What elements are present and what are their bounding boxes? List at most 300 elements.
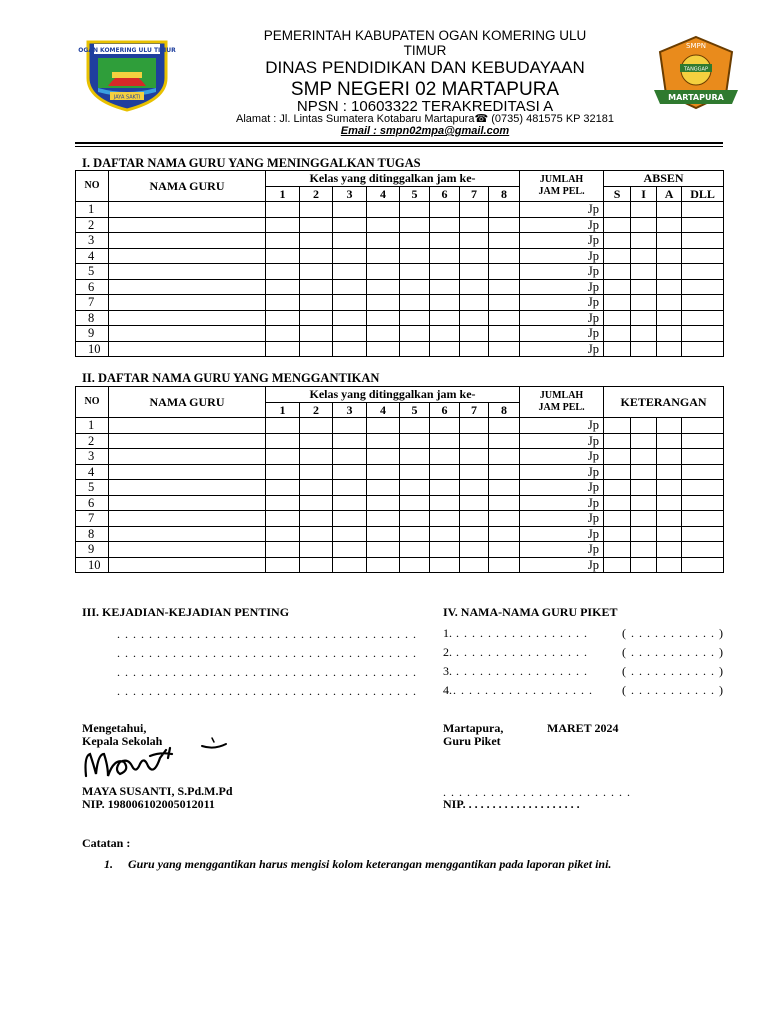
- jam-cell[interactable]: [266, 326, 300, 342]
- jam-cell[interactable]: [266, 464, 300, 480]
- absen-cell[interactable]: [604, 326, 631, 342]
- absen-cell[interactable]: [604, 310, 631, 326]
- jam-cell[interactable]: [400, 495, 430, 511]
- absen-header: I: [631, 186, 657, 202]
- jam-cell[interactable]: [300, 233, 333, 249]
- keterangan-cell[interactable]: [657, 511, 682, 527]
- jam-cell[interactable]: [333, 495, 367, 511]
- teacher-name-cell[interactable]: [109, 433, 266, 449]
- jam-cell[interactable]: [460, 542, 489, 558]
- jam-cell[interactable]: [430, 449, 460, 465]
- teacher-name-cell[interactable]: [109, 341, 266, 357]
- keterangan-cell[interactable]: [631, 495, 657, 511]
- keterangan-cell[interactable]: [604, 495, 631, 511]
- absen-cell[interactable]: [631, 233, 657, 249]
- teacher-name-cell[interactable]: [109, 542, 266, 558]
- jam-cell[interactable]: [300, 279, 333, 295]
- jam-cell[interactable]: [430, 233, 460, 249]
- absen-cell[interactable]: [657, 248, 682, 264]
- jam-header: 8: [489, 186, 520, 202]
- section3-line: . . . . . . . . . . . . . . . . . . . . . . . . . . . . . . . . . . . . . .: [117, 646, 417, 660]
- jam-cell[interactable]: [430, 418, 460, 434]
- keterangan-cell[interactable]: [657, 449, 682, 465]
- jam-cell[interactable]: [367, 526, 400, 542]
- jam-cell[interactable]: [400, 418, 430, 434]
- jam-cell[interactable]: [333, 433, 367, 449]
- jam-cell[interactable]: [300, 542, 333, 558]
- jam-cell[interactable]: [266, 248, 300, 264]
- keterangan-cell[interactable]: [682, 449, 724, 465]
- jam-cell[interactable]: [400, 279, 430, 295]
- jam-cell[interactable]: [460, 202, 489, 218]
- jam-cell[interactable]: [430, 341, 460, 357]
- jam-cell[interactable]: [367, 557, 400, 573]
- absen-cell[interactable]: [631, 264, 657, 280]
- jam-cell[interactable]: [333, 202, 367, 218]
- keterangan-cell[interactable]: [682, 526, 724, 542]
- jam-cell[interactable]: [430, 511, 460, 527]
- jam-cell[interactable]: [400, 542, 430, 558]
- jam-cell[interactable]: [367, 449, 400, 465]
- teacher-name-cell[interactable]: [109, 202, 266, 218]
- jumlah-cell[interactable]: Jp: [520, 295, 604, 311]
- jam-cell[interactable]: [300, 495, 333, 511]
- keterangan-cell[interactable]: [631, 433, 657, 449]
- header-school-name: SMP NEGERI 02 MARTAPURA: [290, 79, 560, 100]
- absen-cell[interactable]: [682, 248, 724, 264]
- absen-cell[interactable]: [682, 217, 724, 233]
- jam-cell[interactable]: [266, 295, 300, 311]
- keterangan-cell[interactable]: [631, 511, 657, 527]
- jam-cell[interactable]: [430, 542, 460, 558]
- jam-cell[interactable]: [489, 264, 520, 280]
- jam-cell[interactable]: [460, 279, 489, 295]
- absen-cell[interactable]: [631, 279, 657, 295]
- keterangan-cell[interactable]: [682, 480, 724, 496]
- jam-cell[interactable]: [489, 418, 520, 434]
- jumlah-cell[interactable]: Jp: [520, 495, 604, 511]
- school-logo: [652, 34, 740, 112]
- jumlah-cell[interactable]: Jp: [520, 326, 604, 342]
- jam-cell[interactable]: [400, 326, 430, 342]
- absen-cell[interactable]: [604, 233, 631, 249]
- sign-date: MARET 2024: [547, 721, 619, 735]
- keterangan-cell[interactable]: [657, 557, 682, 573]
- absen-cell[interactable]: [682, 279, 724, 295]
- absen-cell[interactable]: [604, 264, 631, 280]
- jam-cell[interactable]: [460, 526, 489, 542]
- jam-cell[interactable]: [367, 511, 400, 527]
- absen-cell[interactable]: [631, 326, 657, 342]
- jam-cell[interactable]: [266, 233, 300, 249]
- keterangan-cell[interactable]: [604, 449, 631, 465]
- jam-cell[interactable]: [489, 449, 520, 465]
- jam-cell[interactable]: [430, 495, 460, 511]
- jam-cell[interactable]: [333, 480, 367, 496]
- jam-cell[interactable]: [489, 542, 520, 558]
- piket-sign-line: ( . . . . . . . . . . . ): [622, 626, 724, 640]
- absen-cell[interactable]: [682, 202, 724, 218]
- keterangan-cell[interactable]: [682, 495, 724, 511]
- jam-cell[interactable]: [400, 310, 430, 326]
- jam-cell[interactable]: [367, 248, 400, 264]
- absen-cell[interactable]: [631, 217, 657, 233]
- jam-cell[interactable]: [333, 557, 367, 573]
- keterangan-cell[interactable]: [631, 464, 657, 480]
- jam-cell[interactable]: [430, 279, 460, 295]
- absen-cell[interactable]: [604, 217, 631, 233]
- absen-cell[interactable]: [657, 264, 682, 280]
- keterangan-cell[interactable]: [631, 542, 657, 558]
- jam-cell[interactable]: [460, 480, 489, 496]
- jam-cell[interactable]: [430, 310, 460, 326]
- jam-cell[interactable]: [333, 279, 367, 295]
- absen-cell[interactable]: [604, 295, 631, 311]
- jam-cell[interactable]: [266, 418, 300, 434]
- teacher-name-cell[interactable]: [109, 418, 266, 434]
- jam-cell[interactable]: [489, 310, 520, 326]
- jam-cell[interactable]: [367, 310, 400, 326]
- jumlah-cell[interactable]: Jp: [520, 264, 604, 280]
- absen-cell[interactable]: [657, 233, 682, 249]
- teacher-name-cell[interactable]: [109, 511, 266, 527]
- jam-cell[interactable]: [430, 464, 460, 480]
- teacher-name-cell[interactable]: [109, 295, 266, 311]
- jam-cell[interactable]: [300, 310, 333, 326]
- jam-cell[interactable]: [367, 464, 400, 480]
- jam-cell[interactable]: [266, 511, 300, 527]
- jam-cell[interactable]: [266, 310, 300, 326]
- absen-cell[interactable]: [657, 341, 682, 357]
- jam-cell[interactable]: [400, 480, 430, 496]
- jam-cell[interactable]: [430, 264, 460, 280]
- jam-cell[interactable]: [460, 295, 489, 311]
- keterangan-cell[interactable]: [604, 464, 631, 480]
- row-number: 7: [76, 511, 109, 527]
- absen-cell[interactable]: [682, 326, 724, 342]
- jam-cell[interactable]: [367, 202, 400, 218]
- jam-cell[interactable]: [400, 233, 430, 249]
- jumlah-cell[interactable]: Jp: [520, 341, 604, 357]
- sign-place: Martapura,: [443, 721, 504, 735]
- keterangan-cell[interactable]: [631, 557, 657, 573]
- jam-cell[interactable]: [460, 418, 489, 434]
- jam-cell[interactable]: [489, 217, 520, 233]
- jam-cell[interactable]: [367, 326, 400, 342]
- absen-cell[interactable]: [604, 279, 631, 295]
- keterangan-cell[interactable]: [657, 480, 682, 496]
- jam-cell[interactable]: [333, 217, 367, 233]
- jam-cell[interactable]: [300, 217, 333, 233]
- keterangan-cell[interactable]: [657, 418, 682, 434]
- jam-cell[interactable]: [367, 279, 400, 295]
- jumlah-cell[interactable]: Jp: [520, 248, 604, 264]
- keterangan-cell[interactable]: [682, 464, 724, 480]
- jam-cell[interactable]: [266, 557, 300, 573]
- jumlah-cell[interactable]: Jp: [520, 557, 604, 573]
- jam-cell[interactable]: [400, 511, 430, 527]
- absen-cell[interactable]: [657, 310, 682, 326]
- jam-cell[interactable]: [367, 233, 400, 249]
- header-email[interactable]: Email : smpn02mpa@gmail.com: [340, 125, 510, 137]
- absen-cell[interactable]: [682, 341, 724, 357]
- jam-cell[interactable]: [333, 511, 367, 527]
- absen-cell[interactable]: [657, 279, 682, 295]
- absen-header: S: [604, 186, 631, 202]
- keterangan-cell[interactable]: [604, 418, 631, 434]
- jam-cell[interactable]: [489, 279, 520, 295]
- principal-signature: [80, 736, 230, 784]
- keterangan-cell[interactable]: [604, 526, 631, 542]
- jam-cell[interactable]: [430, 326, 460, 342]
- jam-cell[interactable]: [333, 449, 367, 465]
- jumlah-cell[interactable]: Jp: [520, 464, 604, 480]
- teacher-name-cell[interactable]: [109, 526, 266, 542]
- jam-cell[interactable]: [430, 433, 460, 449]
- absen-cell[interactable]: [682, 233, 724, 249]
- jam-cell[interactable]: [266, 341, 300, 357]
- keterangan-cell[interactable]: [604, 480, 631, 496]
- jam-cell[interactable]: [460, 511, 489, 527]
- absen-cell[interactable]: [657, 217, 682, 233]
- jam-cell[interactable]: [400, 341, 430, 357]
- jam-cell[interactable]: [489, 233, 520, 249]
- jam-cell[interactable]: [367, 542, 400, 558]
- teacher-name-cell[interactable]: [109, 449, 266, 465]
- jam-cell[interactable]: [460, 233, 489, 249]
- teacher-name-cell[interactable]: [109, 326, 266, 342]
- jam-cell[interactable]: [460, 495, 489, 511]
- jam-cell[interactable]: [266, 202, 300, 218]
- absen-cell[interactable]: [604, 248, 631, 264]
- absen-cell[interactable]: [604, 202, 631, 218]
- jam-cell[interactable]: [300, 464, 333, 480]
- keterangan-cell[interactable]: [604, 511, 631, 527]
- jam-cell[interactable]: [333, 542, 367, 558]
- sign-left-l1: Mengetahui,: [82, 721, 147, 735]
- keterangan-cell[interactable]: [682, 511, 724, 527]
- jam-cell[interactable]: [333, 310, 367, 326]
- jumlah-cell[interactable]: Jp: [520, 433, 604, 449]
- jumlah-cell[interactable]: Jp: [520, 217, 604, 233]
- keterangan-cell[interactable]: [657, 495, 682, 511]
- jam-cell[interactable]: [300, 511, 333, 527]
- jam-cell[interactable]: [400, 464, 430, 480]
- jam-cell[interactable]: [333, 526, 367, 542]
- absen-cell[interactable]: [631, 202, 657, 218]
- teacher-name-cell[interactable]: [109, 557, 266, 573]
- absen-cell[interactable]: [682, 310, 724, 326]
- absen-cell[interactable]: [631, 248, 657, 264]
- jam-cell[interactable]: [300, 480, 333, 496]
- jam-cell[interactable]: [400, 202, 430, 218]
- jam-cell[interactable]: [460, 310, 489, 326]
- jam-cell[interactable]: [400, 433, 430, 449]
- jam-cell[interactable]: [333, 464, 367, 480]
- absen-cell[interactable]: [631, 341, 657, 357]
- jam-cell[interactable]: [266, 495, 300, 511]
- jam-cell[interactable]: [460, 464, 489, 480]
- jumlah-cell[interactable]: Jp: [520, 511, 604, 527]
- keterangan-cell[interactable]: [657, 526, 682, 542]
- jam-cell[interactable]: [300, 295, 333, 311]
- jumlah-cell[interactable]: Jp: [520, 233, 604, 249]
- jam-cell[interactable]: [489, 480, 520, 496]
- jam-cell[interactable]: [300, 418, 333, 434]
- jam-cell[interactable]: [460, 449, 489, 465]
- keterangan-cell[interactable]: [682, 542, 724, 558]
- jam-cell[interactable]: [333, 233, 367, 249]
- jumlah-cell[interactable]: Jp: [520, 279, 604, 295]
- jam-cell[interactable]: [266, 217, 300, 233]
- table-row: [76, 279, 724, 295]
- jam-cell[interactable]: [460, 248, 489, 264]
- jam-cell[interactable]: [333, 295, 367, 311]
- jam-cell[interactable]: [460, 557, 489, 573]
- jam-cell[interactable]: [266, 480, 300, 496]
- jumlah-cell[interactable]: Jp: [520, 418, 604, 434]
- jam-cell[interactable]: [400, 526, 430, 542]
- jam-cell[interactable]: [367, 264, 400, 280]
- jam-cell[interactable]: [430, 557, 460, 573]
- absen-cell[interactable]: [631, 310, 657, 326]
- jam-cell[interactable]: [266, 542, 300, 558]
- jam-cell[interactable]: [489, 202, 520, 218]
- absen-cell[interactable]: [682, 264, 724, 280]
- teacher-name-cell[interactable]: [109, 248, 266, 264]
- jam-cell[interactable]: [333, 418, 367, 434]
- jam-cell[interactable]: [300, 264, 333, 280]
- jumlah-cell[interactable]: Jp: [520, 480, 604, 496]
- jam-cell[interactable]: [400, 557, 430, 573]
- keterangan-cell[interactable]: [657, 464, 682, 480]
- teacher-name-cell[interactable]: [109, 495, 266, 511]
- keterangan-cell[interactable]: [604, 557, 631, 573]
- absen-cell[interactable]: [657, 326, 682, 342]
- absen-cell[interactable]: [682, 295, 724, 311]
- jam-cell[interactable]: [430, 295, 460, 311]
- jam-cell[interactable]: [300, 341, 333, 357]
- jumlah-cell[interactable]: Jp: [520, 310, 604, 326]
- jam-cell[interactable]: [367, 217, 400, 233]
- jam-cell[interactable]: [266, 433, 300, 449]
- piket-name-line: . . . . . . . . . . . . . . . . .: [456, 626, 588, 640]
- jam-header: 6: [430, 186, 460, 202]
- keterangan-cell[interactable]: [657, 542, 682, 558]
- keterangan-cell[interactable]: [682, 557, 724, 573]
- jam-cell[interactable]: [400, 449, 430, 465]
- jumlah-cell[interactable]: Jp: [520, 202, 604, 218]
- absen-cell[interactable]: [604, 341, 631, 357]
- jam-cell[interactable]: [400, 248, 430, 264]
- jam-cell[interactable]: [460, 264, 489, 280]
- keterangan-cell[interactable]: [682, 433, 724, 449]
- jam-cell[interactable]: [400, 217, 430, 233]
- jam-cell[interactable]: [489, 326, 520, 342]
- jam-cell[interactable]: [300, 526, 333, 542]
- jam-cell[interactable]: [300, 326, 333, 342]
- keterangan-cell[interactable]: [604, 542, 631, 558]
- table-row: [76, 264, 724, 280]
- table-row: [76, 433, 724, 449]
- jam-cell[interactable]: [489, 557, 520, 573]
- jumlah-cell[interactable]: Jp: [520, 449, 604, 465]
- jam-cell[interactable]: [489, 511, 520, 527]
- jam-cell[interactable]: [489, 495, 520, 511]
- jam-cell[interactable]: [266, 449, 300, 465]
- jam-cell[interactable]: [333, 326, 367, 342]
- jam-cell[interactable]: [489, 341, 520, 357]
- jam-cell[interactable]: [460, 341, 489, 357]
- jam-cell[interactable]: [400, 264, 430, 280]
- jumlah-cell[interactable]: Jp: [520, 542, 604, 558]
- keterangan-cell[interactable]: [631, 449, 657, 465]
- keterangan-cell[interactable]: [631, 480, 657, 496]
- absen-cell[interactable]: [657, 295, 682, 311]
- teacher-name-cell[interactable]: [109, 310, 266, 326]
- jam-cell[interactable]: [266, 264, 300, 280]
- keterangan-cell[interactable]: [682, 418, 724, 434]
- teacher-name-cell[interactable]: [109, 264, 266, 280]
- absen-cell[interactable]: [631, 295, 657, 311]
- jam-cell[interactable]: [489, 464, 520, 480]
- teacher-name-cell[interactable]: [109, 279, 266, 295]
- absen-cell[interactable]: [657, 202, 682, 218]
- keterangan-cell[interactable]: [604, 433, 631, 449]
- jam-cell[interactable]: [489, 295, 520, 311]
- jam-cell[interactable]: [300, 557, 333, 573]
- teacher-name-cell[interactable]: [109, 464, 266, 480]
- jam-cell[interactable]: [430, 202, 460, 218]
- jam-cell[interactable]: [430, 526, 460, 542]
- jam-cell[interactable]: [430, 480, 460, 496]
- jam-cell[interactable]: [430, 217, 460, 233]
- jam-cell[interactable]: [460, 217, 489, 233]
- teacher-name-cell[interactable]: [109, 233, 266, 249]
- jam-cell[interactable]: [300, 433, 333, 449]
- jam-cell[interactable]: [367, 295, 400, 311]
- jam-cell[interactable]: [367, 433, 400, 449]
- district-logo: [78, 38, 176, 112]
- jam-cell[interactable]: [367, 495, 400, 511]
- jam-cell[interactable]: [367, 480, 400, 496]
- jumlah-cell[interactable]: Jp: [520, 526, 604, 542]
- jam-cell[interactable]: [333, 248, 367, 264]
- jam-cell[interactable]: [489, 433, 520, 449]
- jam-cell[interactable]: [300, 202, 333, 218]
- teacher-name-cell[interactable]: [109, 217, 266, 233]
- keterangan-cell[interactable]: [631, 526, 657, 542]
- keterangan-cell[interactable]: [631, 418, 657, 434]
- keterangan-cell[interactable]: [657, 433, 682, 449]
- jam-cell[interactable]: [460, 433, 489, 449]
- jam-cell[interactable]: [300, 248, 333, 264]
- teacher-name-cell[interactable]: [109, 480, 266, 496]
- jam-cell[interactable]: [400, 295, 430, 311]
- jam-cell[interactable]: [489, 526, 520, 542]
- jam-cell[interactable]: [266, 279, 300, 295]
- jam-cell[interactable]: [333, 341, 367, 357]
- jam-cell[interactable]: [300, 449, 333, 465]
- jam-cell[interactable]: [430, 248, 460, 264]
- jam-cell[interactable]: [367, 418, 400, 434]
- jam-cell[interactable]: [367, 341, 400, 357]
- section3-line: . . . . . . . . . . . . . . . . . . . . . . . . . . . . . . . . . . . . . .: [117, 684, 417, 698]
- jam-cell[interactable]: [333, 264, 367, 280]
- jam-cell[interactable]: [460, 326, 489, 342]
- jam-cell[interactable]: [266, 526, 300, 542]
- jam-cell[interactable]: [489, 248, 520, 264]
